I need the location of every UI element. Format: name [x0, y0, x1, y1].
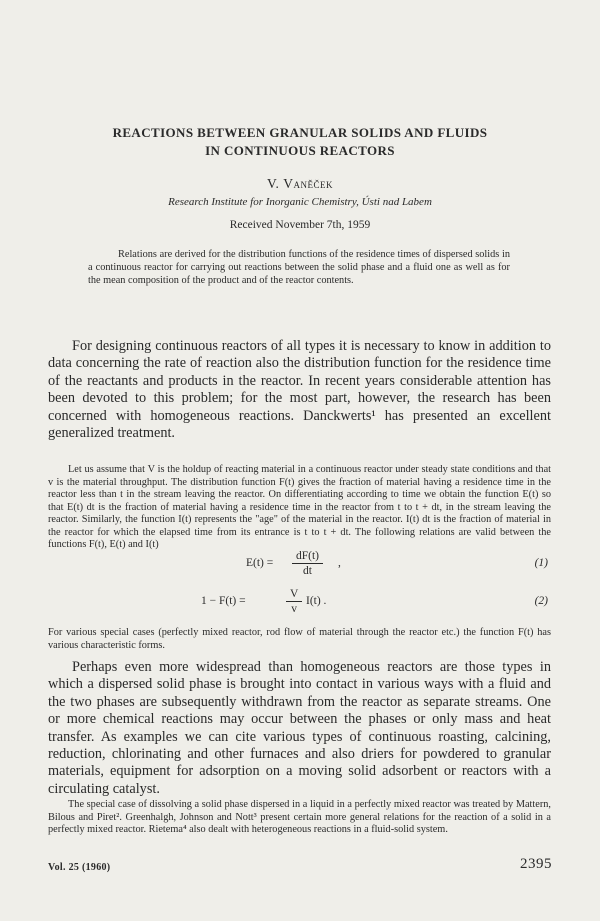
paragraph-references: The special case of dissolving a solid phase dispersed in a liquid in a perfectly mixed reactor was treated by Mattern, Bilous and Piret². Greenhalgh, Johnson and Nott³ present certain more general relations for the reaction of a solid in a perfectly mixed reactor. Rietema⁴ also dealt with heterogeneous reactions in a fluid-solid system.: [48, 799, 551, 835]
equation-1-trail: ,: [338, 557, 341, 569]
abstract: Relations are derived for the distribution functions of the residence times of dispersed solids in a continuous reactor for carrying out reactions between the solid phase and a fluid one as well as for the mean composition of the product and of the reactor contents.: [88, 249, 510, 286]
title-line-2: IN CONTINUOUS REACTORS: [205, 143, 395, 158]
equation-1-numerator: dF(t): [292, 549, 323, 564]
affiliation: Research Institute for Inorganic Chemistry, Ústi nad Labem: [168, 196, 432, 208]
equation-2-trail: I(t) .: [306, 595, 327, 607]
equation-2: [0, 587, 600, 617]
page-number: 2395: [520, 856, 552, 872]
equation-2-lhs: 1 − F(t) =: [201, 595, 246, 607]
paragraph-definitions: Let us assume that V is the holdup of reacting material in a continuous reactor under steady state conditions and that v is the material throughput. The distribution function F(t) gives the fraction of material having a residence time in the reactor less than t in the stream leaving the reactor. On differentiating according to time we obtain the function E(t) so that E(t) dt is the fraction of material having a residence time in the reactor from t to t + dt, in the stream leaving the reactor. Similarly, the function I(t) represents the "age" of the material in the reactor. I(t) dt is the fraction of material in the reactor for which the elapsed time from its entrance is t to t + dt. The following relations are valid between the functions F(t), E(t) and I(t): [48, 464, 551, 550]
paragraph-intro: For designing continuous reactors of all types it is necessary to know in addition to data concerning the rate of reaction also the distribution function for the residence time of the reactants and products in the reactor. In recent years considerable attention has been devoted to this problem; for the most part, however, the research has been concerned with homogeneous reactions. Danckwerts¹ has presented an excellent generalized treatment.: [48, 338, 551, 442]
title-line-1: REACTIONS BETWEEN GRANULAR SOLIDS AND FLUIDS: [112, 125, 488, 140]
equation-1-fraction: [292, 549, 323, 578]
volume-info: Vol. 25 (1960): [48, 862, 111, 873]
article-title: [0, 124, 600, 160]
paragraph-heterogeneous: Perhaps even more widespread than homogeneous reactors are those types in which a dispersed solid phase is brought into contact in various ways with a fluid and the two phases are subsequently withdrawn from the reactor as separate streams. One or more chemical reactions may occur between the phases or only mass and heat transfer. As examples we can cite various types of continuous roasting, calcining, reduction, chlorinating and other furnaces and also driers for powdered to granular materials, equipment for adsorption on a moving solid adsorbent or reactors with a circulating catalyst.: [48, 659, 551, 797]
equation-1-lhs: E(t) =: [246, 557, 274, 569]
equation-2-numerator: V: [286, 587, 302, 602]
equation-1-label: (1): [534, 557, 548, 569]
author-name: Vaněček: [283, 176, 333, 191]
equation-2-denominator: v: [291, 603, 298, 615]
author-initial: V.: [266, 176, 284, 191]
received-date: Received November 7th, 1959: [229, 219, 371, 231]
equation-2-fraction: [286, 587, 302, 616]
paragraph-special-cases: For various special cases (perfectly mixed reactor, rod flow of material through the reactor etc.) the function F(t) has various characteristic forms.: [48, 627, 551, 651]
equation-1-denominator: dt: [303, 565, 312, 577]
author: [0, 176, 600, 192]
equation-1: [0, 549, 600, 579]
equation-2-label: (2): [534, 595, 548, 607]
